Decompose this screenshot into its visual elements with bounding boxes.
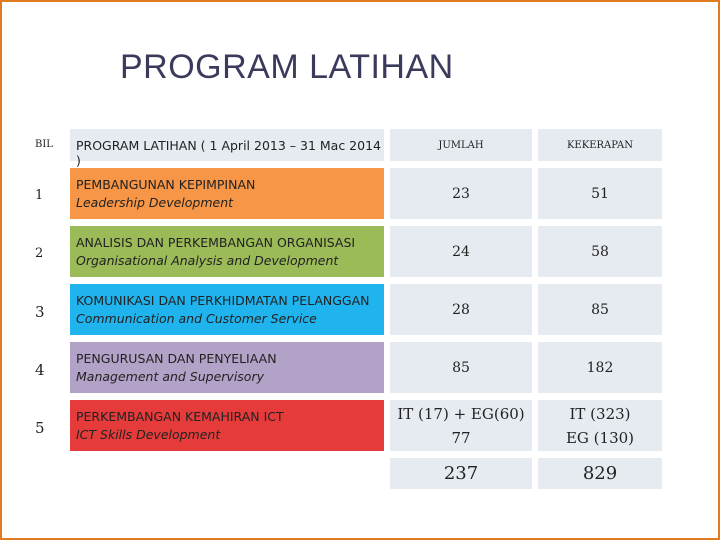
header-program: PROGRAM LATIHAN ( 1 April 2013 – 31 Mac 2014 ) [76, 138, 381, 168]
row-4-program-ms: PENGURUSAN DAN PENYELIAAN [76, 351, 277, 366]
row-3-jumlah: 28 [390, 284, 532, 335]
row-1-bil: 1 [35, 188, 44, 203]
row-3-program-ms: KOMUNIKASI DAN PERKHIDMATAN PELANGGAN [76, 293, 370, 308]
row-4-program [70, 342, 384, 393]
row-2-bil: 2 [35, 246, 44, 261]
row-4-kekerapan: 182 [538, 342, 662, 393]
page-title: PROGRAM LATIHAN [120, 48, 454, 86]
header-bil: BIL [35, 139, 53, 150]
row-1-program-ms: PEMBANGUNAN KEPIMPINAN [76, 177, 256, 192]
row-5-program-en: ICT Skills Development [76, 427, 221, 442]
row-1-program [70, 168, 384, 219]
row-2-kekerapan: 58 [538, 226, 662, 277]
row-5-jumlah-total: 77 [451, 428, 471, 447]
row-2-program [70, 226, 384, 277]
row-5-kekerapan-eg: EG (130) [565, 428, 635, 447]
row-1-jumlah: 23 [390, 168, 532, 219]
header-jumlah: JUMLAH [390, 129, 532, 161]
row-2-program-ms: ANALISIS DAN PERKEMBANGAN ORGANISASI [76, 235, 356, 250]
row-3-bil: 3 [35, 303, 45, 321]
row-1-kekerapan: 51 [538, 168, 662, 219]
row-2-program-en: Organisational Analysis and Development [76, 253, 339, 268]
row-5-program [70, 400, 384, 451]
row-5-kekerapan-it: IT (323) [569, 404, 631, 423]
row-4-jumlah: 85 [390, 342, 532, 393]
row-4-program-en: Management and Supervisory [76, 369, 264, 384]
row-3-kekerapan: 85 [538, 284, 662, 335]
row-4-bil: 4 [35, 361, 45, 379]
row-3-program-en: Communication and Customer Service [76, 311, 317, 326]
total-kekerapan: 829 [538, 458, 662, 489]
row-5-kekerapan [538, 400, 662, 451]
row-5-bil: 5 [35, 419, 45, 437]
header-program-box [70, 129, 384, 168]
row-5-jumlah [390, 400, 532, 451]
row-5-program-ms: PERKEMBANGAN KEMAHIRAN ICT [76, 409, 284, 424]
row-1-program-en: Leadership Development [76, 195, 234, 210]
row-5-jumlah-breakdown: IT (17) + EG(60) [397, 404, 525, 423]
total-jumlah: 237 [390, 458, 532, 489]
row-2-jumlah: 24 [390, 226, 532, 277]
header-kekerapan: KEKERAPAN [538, 129, 662, 161]
row-3-program [70, 284, 384, 335]
